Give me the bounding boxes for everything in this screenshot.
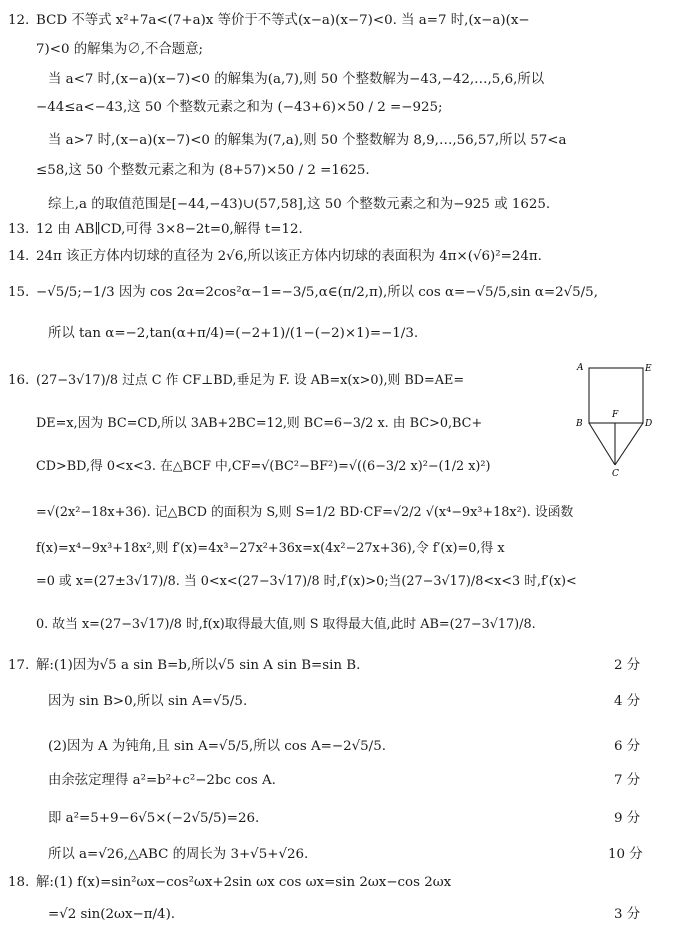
q17-score-3: 6 分: [614, 739, 641, 754]
q17-score-4: 7 分: [614, 773, 641, 788]
q12-line-3: 当 a<7 时,(x−a)(x−7)<0 的解集为(a,7),则 50 个整数解为−43,−42,…,5,6,所以: [48, 72, 545, 87]
segment-dc: [615, 423, 643, 465]
label-d: D: [645, 419, 653, 429]
q17-score-2: 4 分: [614, 694, 641, 709]
q17-line-5: 即 a²=5+9−6√5×(−2√5/5)=26.: [48, 811, 260, 826]
q17-line-4: 由余弦定理得 a²=b²+c²−2bc cos A.: [48, 773, 276, 788]
q13-line: 12 由 AB∥CD,可得 3×8−2t=0,解得 t=12.: [36, 222, 303, 237]
q16-line-2: DE=x,因为 BC=CD,所以 3AB+2BC=12,则 BC=6−3/2 x. 由 BC>0,BC+: [36, 416, 483, 431]
q16-geometry-figure: [575, 362, 655, 480]
q17-score-5: 9 分: [614, 811, 641, 826]
q17-line-3: (2)因为 A 为钝角,且 sin A=√5/5,所以 cos A=−2√5/5.: [48, 739, 386, 754]
q16-number: 16.: [8, 373, 30, 388]
q12-line-5: 当 a>7 时,(x−a)(x−7)<0 的解集为(7,a),则 50 个整数解为 8,9,…,56,57,所以 57<a: [48, 133, 567, 148]
q15-line-2: 所以 tan α=−2,tan(α+π/4)=(−2+1)/(1−(−2)×1)=−1/3.: [48, 326, 419, 341]
q14-line: 24π 该正方体内切球的直径为 2√6,所以该正方体内切球的表面积为 4π×(√6)²=24π.: [36, 249, 542, 264]
label-e: E: [645, 364, 652, 374]
q14-number: 14.: [8, 249, 30, 264]
q16-line-5: f(x)=x⁴−9x³+18x²,则 f′(x)=4x³−27x²+36x=x(4x²−27x+36),令 f′(x)=0,得 x: [36, 541, 505, 556]
q15-number: 15.: [8, 285, 30, 300]
q16-line-1: (27−3√17)/8 过点 C 作 CF⊥BD,垂足为 F. 设 AB=x(x>0),则 BD=AE=: [36, 373, 465, 388]
q12-line-2: 7)<0 的解集为∅,不合题意;: [36, 42, 204, 57]
q12-line-1: BCD 不等式 x²+7a<(7+a)x 等价于不等式(x−a)(x−7)<0. 当 a=7 时,(x−a)(x−: [36, 13, 530, 28]
label-b: B: [576, 419, 583, 429]
label-a: A: [577, 363, 584, 373]
q16-line-4: =√(2x²−18x+36). 记△BCD 的面积为 S,则 S=1/2 BD·CF=√2/2 √(x⁴−9x³+18x²). 设函数: [36, 505, 574, 520]
q12-line-6: ≤58,这 50 个整数元素之和为 (8+57)×50 / 2 =1625.: [36, 163, 370, 178]
q17-score-1: 2 分: [614, 658, 641, 673]
q17-number: 17.: [8, 658, 30, 673]
q16-line-3: CD>BD,得 0<x<3. 在△BCF 中,CF=√(BC²−BF²)=√((6−3/2 x)²−(1/2 x)²): [36, 459, 491, 474]
q18-number: 18.: [8, 875, 30, 890]
q17-score-6: 10 分: [608, 847, 643, 862]
q17-line-1: 解:(1)因为√5 a sin B=b,所以√5 sin A sin B=sin B.: [36, 658, 361, 673]
q17-line-6: 所以 a=√26,△ABC 的周长为 3+√5+√26.: [48, 847, 309, 862]
q18-line-2: =√2 sin(2ωx−π/4).: [48, 907, 176, 922]
q13-number: 13.: [8, 222, 30, 237]
label-f: F: [612, 410, 619, 420]
q12-line-4: −44≤a<−43,这 50 个整数元素之和为 (−43+6)×50 / 2 =−925;: [36, 100, 443, 115]
q18-score-2: 3 分: [614, 907, 641, 922]
q15-line-1: −√5/5;−1/3 因为 cos 2α=2cos²α−1=−3/5,α∈(π/2,π),所以 cos α=−√5/5,sin α=2√5/5,: [36, 285, 598, 300]
q16-line-6: =0 或 x=(27±3√17)/8. 当 0<x<(27−3√17)/8 时,f′(x)>0;当(27−3√17)/8<x<3 时,f′(x)<: [36, 574, 577, 589]
q16-line-7: 0. 故当 x=(27−3√17)/8 时,f(x)取得最大值,则 S 取得最大值,此时 AB=(27−3√17)/8.: [36, 617, 536, 632]
q12-line-7: 综上,a 的取值范围是[−44,−43)∪(57,58],这 50 个整数元素之和为−925 或 1625.: [48, 197, 551, 212]
q17-line-2: 因为 sin B>0,所以 sin A=√5/5.: [48, 694, 248, 709]
q18-line-1: 解:(1) f(x)=sin²ωx−cos²ωx+2sin ωx cos ωx=sin 2ωx−cos 2ωx: [36, 875, 452, 890]
q12-number: 12.: [8, 13, 30, 28]
segment-bc: [589, 423, 615, 465]
label-c: C: [612, 469, 619, 479]
